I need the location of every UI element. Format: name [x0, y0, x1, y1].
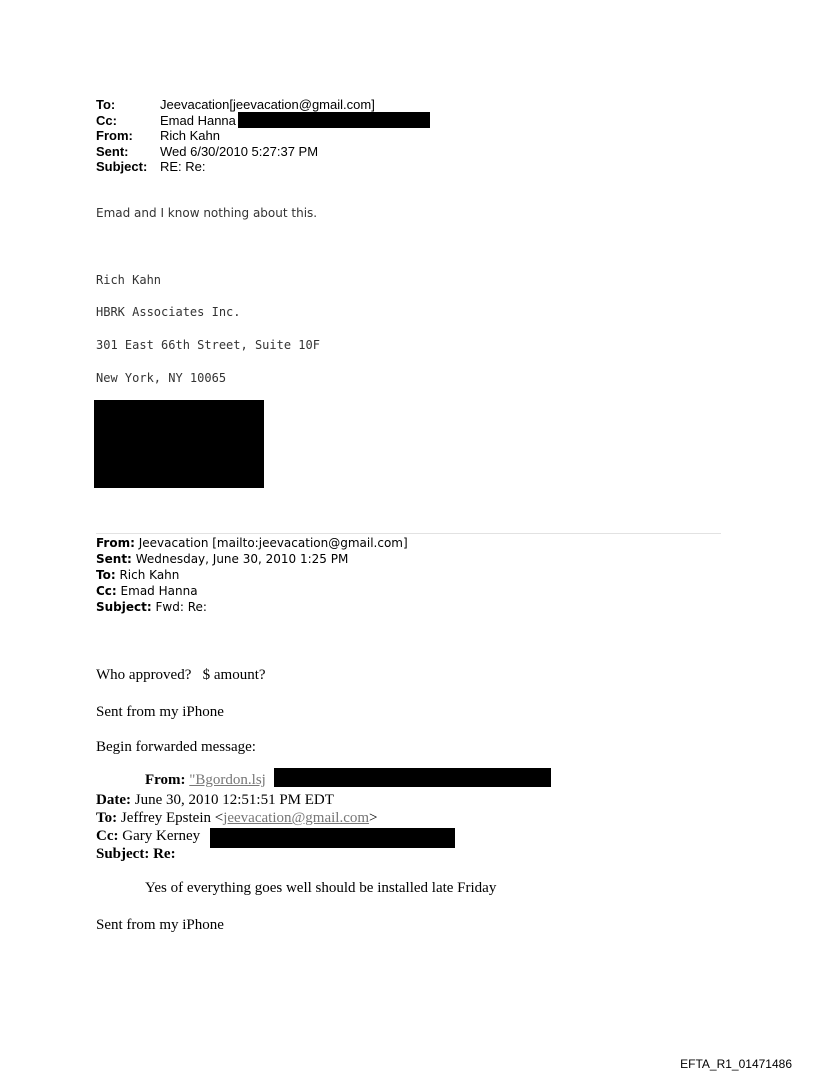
forwarded-message-label: Begin forwarded message:: [96, 739, 256, 755]
inner-date-label: Date:: [96, 792, 131, 808]
header-to-row: [96, 97, 375, 113]
fwd-subject-row: [96, 599, 408, 615]
inner-cc-value: Gary Kerney: [122, 828, 201, 844]
header-subject-label: Subject:: [96, 159, 148, 174]
inner-to-email-link[interactable]: jeevacation@gmail.com: [223, 810, 370, 826]
inner-cc-label: Cc:: [96, 828, 119, 844]
header-to-value: Jeevacation[jeevacation@gmail.com]: [160, 97, 375, 112]
header-cc-label: Cc:: [96, 112, 117, 128]
inner-to-name: Jeffrey Epstein <: [120, 810, 224, 826]
fwd-sent-row: [96, 551, 408, 567]
header-cc-value: Emad Hanna: [160, 112, 236, 128]
inner-body: Yes of everything goes well should be installed late Friday: [145, 880, 497, 896]
message-question: Who approved? $ amount?: [96, 667, 266, 683]
fwd-cc-label: Cc:: [96, 584, 117, 598]
inner-subject-label: Subject:: [96, 846, 150, 862]
header-to-label: To:: [96, 97, 116, 112]
header-sent-row: [96, 144, 375, 160]
redaction-bar: [274, 768, 551, 787]
fwd-cc-row: [96, 583, 408, 599]
inner-from-label: From:: [145, 772, 186, 788]
fwd-to-value: Rich Kahn: [119, 568, 180, 582]
fwd-sent-value: Wednesday, June 30, 2010 1:25 PM: [135, 552, 349, 566]
message-signoff: Sent from my iPhone: [96, 704, 224, 720]
forwarded-header: [96, 535, 408, 615]
fwd-from-value: Jeevacation [mailto:jeevacation@gmail.com]: [138, 536, 408, 550]
inner-date-value: June 30, 2010 12:51:51 PM EDT: [134, 792, 334, 808]
inner-date-row: [96, 792, 334, 808]
inner-from-value[interactable]: "Bgordon.lsj: [189, 772, 266, 788]
inner-from-row: [145, 772, 266, 788]
fwd-to-row: [96, 567, 408, 583]
header-from-label: From:: [96, 128, 133, 143]
header-from-row: [96, 128, 375, 144]
fwd-subject-value: Fwd: Re:: [155, 600, 207, 614]
divider: [96, 533, 721, 534]
header-subject-value: RE: Re:: [160, 159, 206, 174]
document-id: EFTA_R1_01471486: [680, 1057, 792, 1071]
header-subject-row: [96, 159, 375, 175]
header-sent-label: Sent:: [96, 143, 129, 159]
redaction-bar: [238, 112, 430, 128]
signature-company: HBRK Associates Inc.: [96, 305, 241, 319]
fwd-sent-label: Sent:: [96, 552, 132, 566]
fwd-to-label: To:: [96, 568, 116, 582]
inner-signoff: Sent from my iPhone: [96, 917, 224, 933]
inner-subject-value: Re:: [153, 846, 176, 862]
inner-to-row: [96, 810, 378, 826]
email-header: [96, 97, 375, 175]
signature-city: New York, NY 10065: [96, 371, 227, 385]
header-sent-value: Wed 6/30/2010 5:27:37 PM: [160, 143, 319, 159]
redaction-bar: [210, 828, 455, 848]
redaction-block: [94, 400, 264, 488]
fwd-from-row: [96, 535, 408, 551]
signature-name: Rich Kahn: [96, 273, 162, 287]
fwd-cc-value: Emad Hanna: [120, 584, 198, 598]
fwd-subject-label: Subject:: [96, 600, 152, 614]
reply-body: Emad and I know nothing about this.: [96, 206, 318, 220]
inner-cc-row: [96, 828, 200, 844]
inner-subject-row: [96, 846, 176, 862]
signature-street: 301 East 66th Street, Suite 10F: [96, 338, 320, 352]
header-from-value: Rich Kahn: [160, 128, 220, 143]
inner-to-close: >: [369, 810, 378, 826]
inner-to-label: To:: [96, 810, 118, 826]
fwd-from-label: From:: [96, 536, 135, 550]
